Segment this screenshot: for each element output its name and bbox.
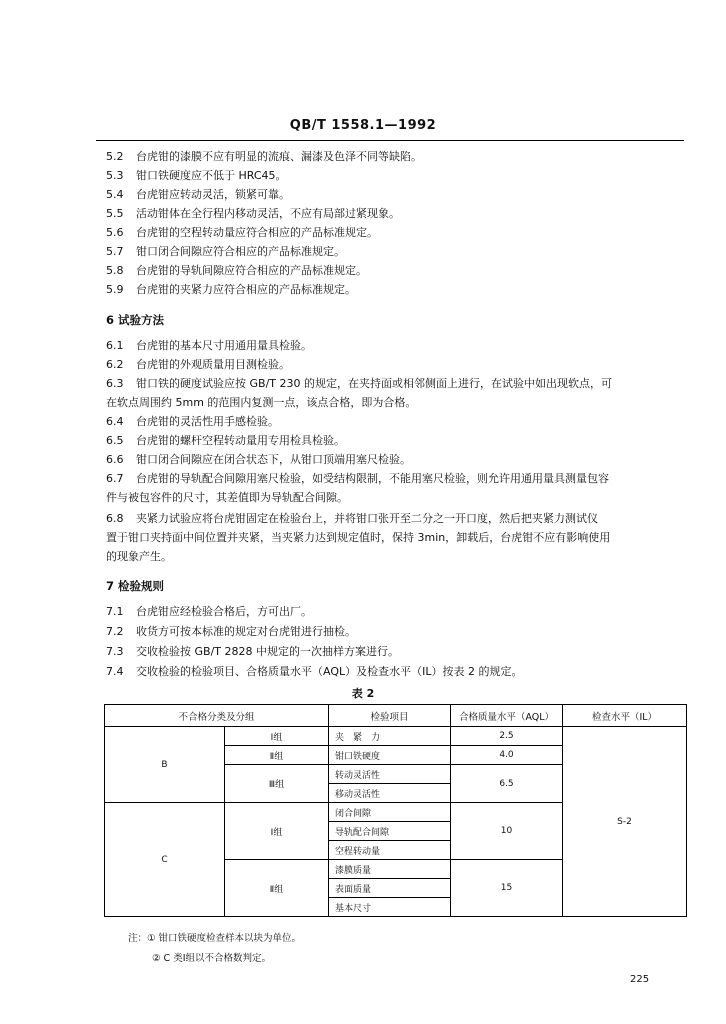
header-aql: 合格质量水平（AQL） (451, 705, 563, 727)
inspection-item: 导轨配合间隙 (329, 822, 451, 841)
clause-item: 6.6 钳口闭合间隙应在闭合状态下，从钳口顶端用塞尺检验。 (106, 453, 411, 466)
clause-item: 7.1 台虎钳应经检验合格后，方可出厂。 (106, 605, 312, 618)
clause-item: 6.1 台虎钳的基本尺寸用通用量具检验。 (106, 339, 312, 352)
group-label: Ⅱ组 (225, 860, 329, 917)
inspection-item: 转动灵活性 (329, 765, 451, 784)
page-number: 225 (630, 974, 650, 985)
inspection-item: 钳口铁硬度 (329, 746, 451, 765)
clause-item: 5.5 活动钳体在全行程内移动灵活，不应有局部过紧现象。 (106, 207, 400, 220)
clause-item: 7.4 交收检验的检验项目、合格质量水平（AQL）及检查水平（IL）按表 2 的规定。 (106, 665, 523, 678)
aql-value: 2.5 (451, 727, 563, 746)
class-b: B (105, 727, 225, 803)
group-label: Ⅱ组 (225, 746, 329, 765)
class-c: C (105, 803, 225, 917)
clause-item: 6.3 钳口铁的硬度试验应按 GB/T 230 的规定，在夹持面或相邻侧面上进行，在试验中如出现软点，可 (106, 377, 612, 390)
group-label: Ⅰ组 (225, 803, 329, 860)
inspection-item: 闭合间隙 (329, 803, 451, 822)
header-il: 检查水平（IL） (563, 705, 687, 727)
header-classification: 不合格分类及分组 (105, 705, 329, 727)
clause-continuation: 件与被包容件的尺寸，其差值即为导轨配合间隙。 (106, 491, 348, 504)
table-row (105, 727, 687, 746)
clause-item: 5.3 钳口铁硬度应不低于 HRC45。 (106, 169, 287, 182)
table-caption: 表 2 (351, 687, 375, 700)
clause-item: 7.3 交收检验按 GB/T 2828 中规定的一次抽样方案进行。 (106, 645, 399, 658)
aql-value: 15 (451, 860, 563, 917)
aql-value: 10 (451, 803, 563, 860)
il-value: S-2 (563, 727, 687, 917)
clause-continuation: 的现象产生。 (106, 550, 172, 563)
clause-continuation: 在软点周围约 5mm 的范围内复测一点，该点合格，即为合格。 (106, 396, 417, 409)
clause-item: 7.2 收货方可按本标准的规定对台虎钳进行抽检。 (106, 625, 356, 638)
table-note: 注：① 钳口铁硬度检查样本以块为单位。 (128, 933, 302, 944)
clause-item: 5.4 台虎钳应转动灵活，锁紧可靠。 (106, 188, 290, 201)
clause-item: 6.7 台虎钳的导轨配合间隙用塞尺检验，如受结构限制，不能用塞尺检验，则允许用通用量具测量包容 (106, 472, 609, 485)
inspection-item: 移动灵活性 (329, 784, 451, 803)
header-rule (96, 140, 684, 141)
inspection-item: 漆膜质量 (329, 860, 451, 879)
clause-item: 5.7 钳口闭合间隙应符合相应的产品标准规定。 (106, 245, 345, 258)
inspection-item: 夹 紧 力 (329, 727, 451, 746)
inspection-table (104, 704, 687, 917)
clause-item: 6.8 夹紧力试验应将台虎钳固定在检验台上，并将钳口张开至二分之一开口度，然后把夹紧力测试仪 (106, 512, 598, 525)
clause-item: 5.8 台虎钳的导轨间隙应符合相应的产品标准规定。 (106, 264, 367, 277)
header-item: 检验项目 (329, 705, 451, 727)
clause-item: 5.9 台虎钳的夹紧力应符合相应的产品标准规定。 (106, 283, 356, 296)
table-header-row (105, 705, 687, 727)
group-label: Ⅲ组 (225, 765, 329, 803)
clause-item: 5.2 台虎钳的漆膜不应有明显的流痕、漏漆及色泽不同等缺陷。 (106, 150, 422, 163)
section-7-heading: 7 检验规则 (106, 579, 165, 593)
clause-item: 5.6 台虎钳的空程转动量应符合相应的产品标准规定。 (106, 226, 378, 239)
clause-continuation: 置于钳口夹持面中间位置并夹紧，当夹紧力达到规定值时，保持 3min，卸载后，台虎钳不应有影响使用 (106, 531, 611, 544)
inspection-item: 空程转动量 (329, 841, 451, 860)
clause-item: 6.2 台虎钳的外观质量用目测检验。 (106, 358, 290, 371)
inspection-item: 表面质量 (329, 879, 451, 898)
aql-value: 4.0 (451, 746, 563, 765)
clause-item: 6.5 台虎钳的螺杆空程转动量用专用检具检验。 (106, 434, 345, 447)
clause-item: 6.4 台虎钳的灵活性用手感检验。 (106, 415, 279, 428)
inspection-item: 基本尺寸 (329, 898, 451, 917)
standard-header: QB/T 1558.1—1992 (289, 118, 437, 133)
aql-value: 6.5 (451, 765, 563, 803)
section-6-heading: 6 试验方法 (106, 313, 165, 327)
table-note: ② C 类Ⅰ组以不合格数判定。 (152, 953, 271, 964)
group-label: Ⅰ组 (225, 727, 329, 746)
